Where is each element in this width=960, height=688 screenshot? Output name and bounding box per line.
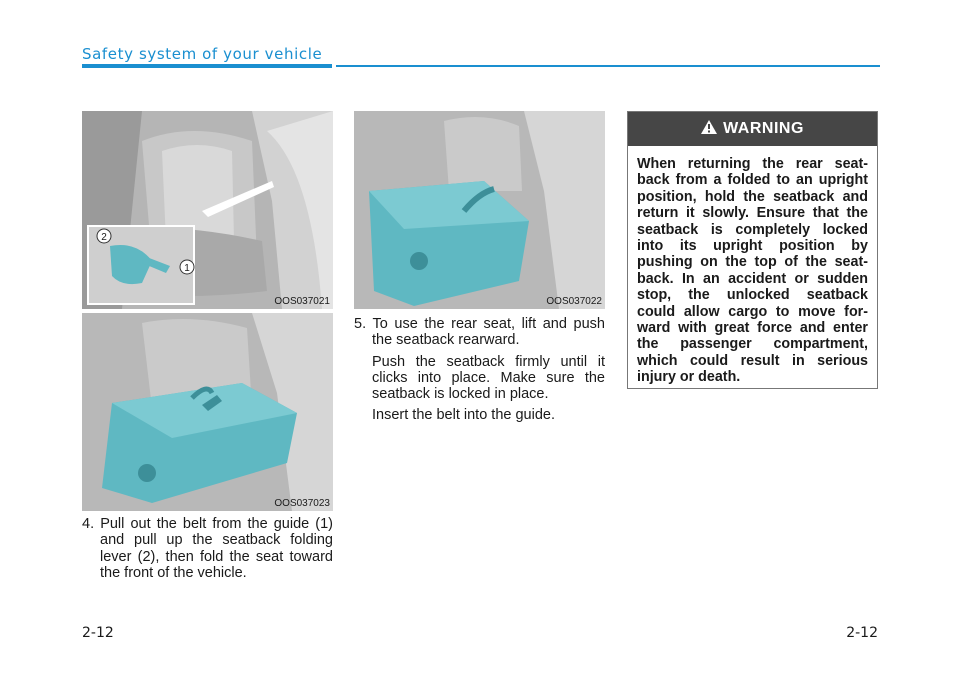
figure-seat-lifting [354, 111, 605, 309]
seat-illustration-2 [82, 313, 333, 511]
instruction-step-5 [354, 316, 605, 424]
section-title: Safety system of your vehicle [82, 45, 323, 63]
step-subtext: Push the seatback firmly until it clicks into place. Make sure the seatback is locked in place. [372, 353, 605, 403]
figure-seat-folded [82, 313, 333, 511]
seat-illustration-1 [82, 111, 333, 309]
page-number-right: 2-12 [846, 625, 878, 641]
instruction-step-4 [82, 516, 333, 581]
warning-box [627, 111, 878, 389]
header-rule-light [336, 65, 880, 67]
step-subtext: Insert the belt into the guide. [372, 407, 555, 424]
figure-seat-lever [82, 111, 333, 309]
page-number-left: 2-12 [82, 625, 114, 641]
step-text: To use the rear seat, lift and push the seatback rearward. [372, 316, 605, 349]
figure-code: OOS037022 [546, 296, 602, 307]
seat-illustration-3 [354, 111, 605, 309]
step-text: Pull out the belt from the guide (1) and pull up the seatback folding lever (2), then fold the seat toward the front of the vehicle. [100, 516, 333, 581]
warning-title: WARNING [723, 120, 804, 137]
callout-2: 2 [101, 232, 107, 243]
warning-header [628, 112, 877, 146]
warning-text: When returning the rear seat-back from a folded to an upright position, hold the seatback and return it slowly. Ensure that the seatback is completely locked into its upright position by pushing on the top of the seat-back. In an accident or sudden stop, the unlocked seatback could allow cargo to move for-ward with great force and enter the passenger compartment, which could result in serious injury or death. [637, 156, 868, 386]
figure-code: OOS037023 [274, 498, 330, 509]
figure-code: OOS037021 [274, 296, 330, 307]
header-rule-dark [82, 64, 332, 68]
step-number: 4. [82, 516, 95, 532]
warning-triangle-icon [701, 120, 717, 139]
callout-1: 1 [184, 263, 190, 274]
step-number: 5. [354, 316, 367, 332]
